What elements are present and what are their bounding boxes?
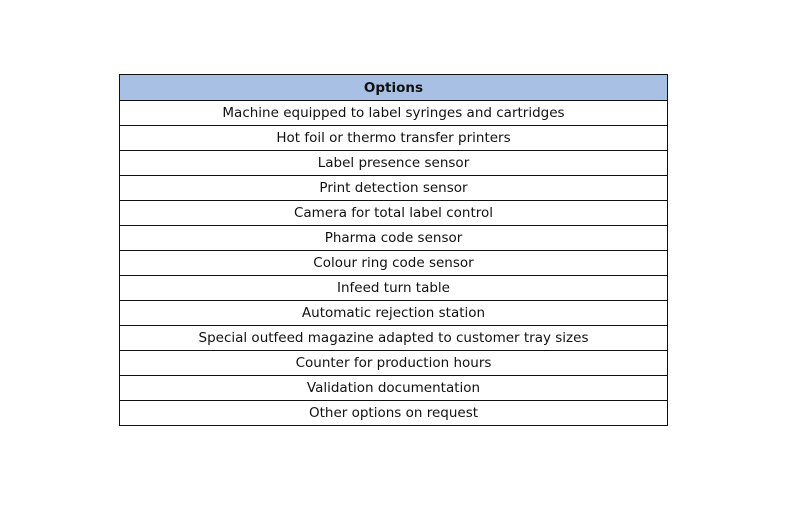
table-cell: Hot foil or thermo transfer printers — [120, 126, 668, 151]
table-row — [120, 226, 668, 251]
table-cell: Camera for total label control — [120, 201, 668, 226]
table-row — [120, 276, 668, 301]
table-row — [120, 126, 668, 151]
table-cell: Machine equipped to label syringes and cartridges — [120, 101, 668, 126]
table-cell: Pharma code sensor — [120, 226, 668, 251]
table-row — [120, 101, 668, 126]
table-cell: Colour ring code sensor — [120, 251, 668, 276]
table-row — [120, 376, 668, 401]
options-table — [119, 74, 668, 426]
table-row — [120, 351, 668, 376]
column-header-options: Options — [120, 75, 668, 101]
table-header-row — [120, 75, 668, 101]
table-row — [120, 201, 668, 226]
table-row — [120, 326, 668, 351]
table-cell: Other options on request — [120, 401, 668, 426]
table-cell: Print detection sensor — [120, 176, 668, 201]
table-row — [120, 251, 668, 276]
table-row — [120, 176, 668, 201]
options-table-container — [119, 74, 668, 426]
table-cell: Automatic rejection station — [120, 301, 668, 326]
table-row — [120, 301, 668, 326]
table-cell: Special outfeed magazine adapted to customer tray sizes — [120, 326, 668, 351]
table-cell: Label presence sensor — [120, 151, 668, 176]
table-row — [120, 151, 668, 176]
table-cell: Validation documentation — [120, 376, 668, 401]
table-cell: Counter for production hours — [120, 351, 668, 376]
table-cell: Infeed turn table — [120, 276, 668, 301]
table-row — [120, 401, 668, 426]
